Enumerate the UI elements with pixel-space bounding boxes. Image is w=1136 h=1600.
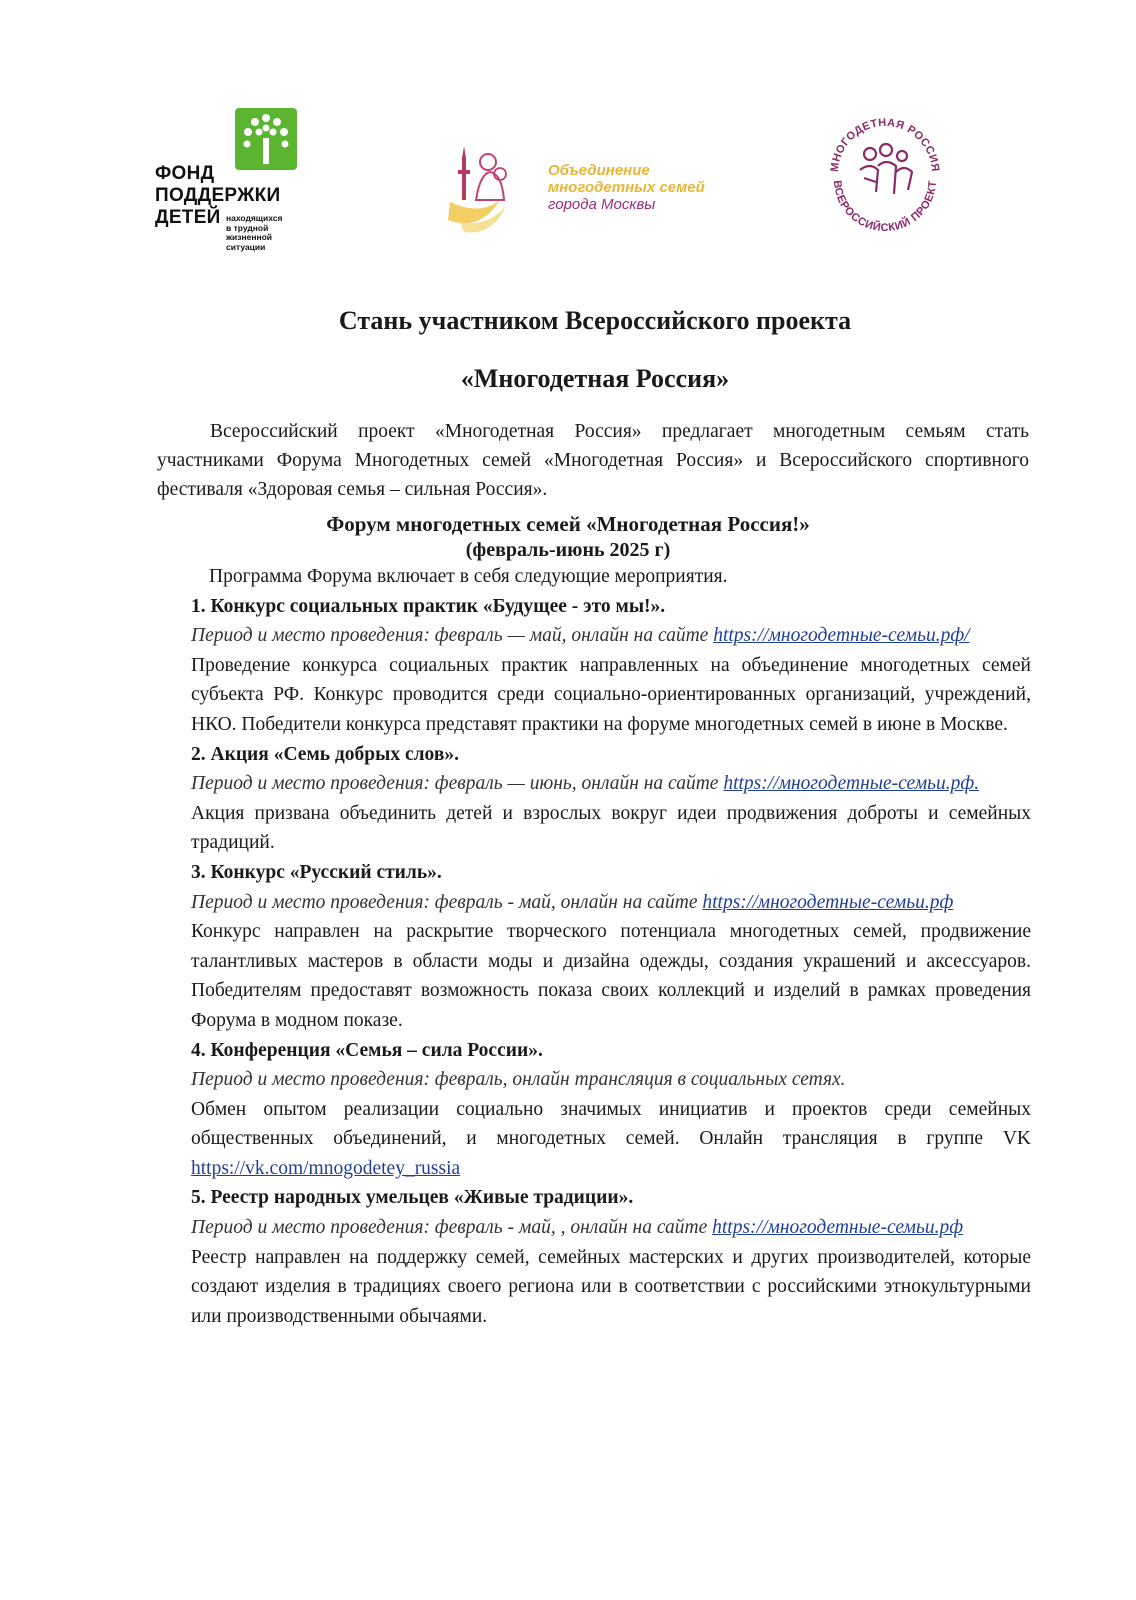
meta-text: : февраль - май, онлайн на сайте (423, 891, 703, 913)
fund-word-2: ПОДДЕРЖКИ (155, 185, 281, 206)
event-heading: 5. Реестр народных умельцев «Живые традиции». (191, 1187, 634, 1209)
event-link[interactable]: https://многодетные-семьи.рф. (723, 773, 980, 795)
moscow-line-1: Объединение (548, 162, 650, 179)
event-meta (191, 769, 1031, 799)
program-intro: Программа Форума включает в себя следующие мероприятия. (209, 566, 728, 587)
fund-subtitle-line: в трудной (226, 222, 269, 233)
meta-label: Период и место проведения (191, 1217, 424, 1239)
meta-label: Период и место проведения (191, 891, 424, 913)
page-title: Стань участником Всероссийского проекта (338, 306, 852, 335)
event-meta (191, 621, 1031, 651)
event-heading: 3. Конкурс «Русский стиль». (191, 861, 442, 883)
fund-subtitle-line: жизненной (226, 232, 273, 242)
fund-subtitle-line: ситуации (226, 241, 266, 252)
fund-word-1: ФОНД (155, 163, 215, 184)
family-angel-icon (440, 140, 540, 240)
fund-logo (155, 108, 315, 258)
forum-heading: Форум многодетных семей «Многодетная Россия!» (326, 512, 810, 536)
vk-group-link[interactable]: https://vk.com/mnogodetey_russia (191, 1157, 461, 1179)
moscow-association-name (548, 162, 705, 213)
description-text: Обмен опытом реализации социально значимых инициатив и проектов среди семейных общественных объединений, и многодетных семей. Онлайн трансляция в группе VK (191, 1098, 1031, 1150)
meta-label: Период и место проведения (191, 625, 424, 647)
fund-subtitle-line: находящихся (226, 213, 283, 223)
intro-text: Всероссийский проект «Многодетная Россия» предлагает многодетным семьям стать участниками Форума Многодетных семей «Многодетная Россия» и Всероссийского спортивного фестиваля «Здоровая семья – сильная Россия». (157, 421, 1029, 500)
forum-dates: (февраль-июнь 2025 г) (465, 539, 671, 561)
event-description: Акция призвана объединить детей и взрослых вокруг идеи продвижения доброты и семейных традиций. (191, 802, 1031, 854)
fund-subtitle (226, 214, 282, 252)
event-link[interactable]: https://многодетные-семьи.рф (702, 891, 954, 913)
ring-text-bottom: ВСЕРОССИЙСКИЙ ПРОЕКТ (830, 179, 940, 235)
event-link[interactable]: https://многодетные-семьи.рф/ (713, 625, 970, 647)
fund-word-3: ДЕТЕЙ (155, 207, 221, 228)
event-link[interactable]: https://многодетные-семьи.рф (712, 1217, 964, 1239)
meta-text: : февраль — июнь, онлайн на сайте (423, 773, 724, 795)
event-meta (191, 1065, 1031, 1095)
meta-text: : февраль — май, онлайн на сайте (423, 625, 714, 647)
moscow-line-2: многодетных семей (548, 179, 705, 196)
event-heading: 4. Конференция «Семья – сила России». (191, 1039, 543, 1061)
intro-paragraph (157, 417, 1029, 504)
event-description (191, 1095, 1031, 1184)
family-figures-icon (860, 144, 912, 194)
moscow-line-3: города Москвы (548, 196, 656, 213)
meta-label: Период и место проведения (191, 1069, 424, 1091)
event-description: Конкурс направлен на раскрытие творческого потенциала многодетных семей, продвижение талантливых мастеров в области моды и дизайна одежды, создания украшений и аксессуаров. Победителям предоставят возможность показа своих коллекций и изделий в рамках проведения Форума в модном показе. (191, 921, 1031, 1031)
event-meta (191, 1213, 1031, 1243)
event-heading: 2. Акция «Семь добрых слов». (191, 743, 459, 765)
mnogodetnaya-rossiya-logo (820, 108, 950, 238)
event-description: Реестр направлен на поддержку семей, семейных мастерских и других производителей, которые создают изделия в традициях своего региона или в соответствии с российскими этнокультурными или производственными обычаями. (191, 1246, 1031, 1327)
moscow-association-logo (440, 140, 730, 240)
event-meta (191, 888, 1031, 918)
event-description: Проведение конкурса социальных практик направленных на объединение многодетных семей субъекта РФ. Конкурс проводится среди социально-ориентированных организаций, учреждений, НКО. Победители конкурса представят практики на форуме многодетных семей в июне в Москве. (191, 654, 1031, 735)
page-subtitle: «Многодетная Россия» (460, 364, 730, 393)
meta-text: : февраль, онлайн трансляция в социальных сетях. (423, 1069, 846, 1091)
meta-text: : февраль - май, , онлайн на сайте (423, 1217, 713, 1239)
event-heading: 1. Конкурс социальных практик «Будущее - это мы!». (191, 595, 666, 617)
program-section (191, 562, 1031, 1331)
ring-text-top: МНОГОДЕТНАЯ РОССИЯ (828, 116, 942, 173)
tree-icon (235, 108, 297, 170)
meta-label: Период и место проведения (191, 773, 424, 795)
